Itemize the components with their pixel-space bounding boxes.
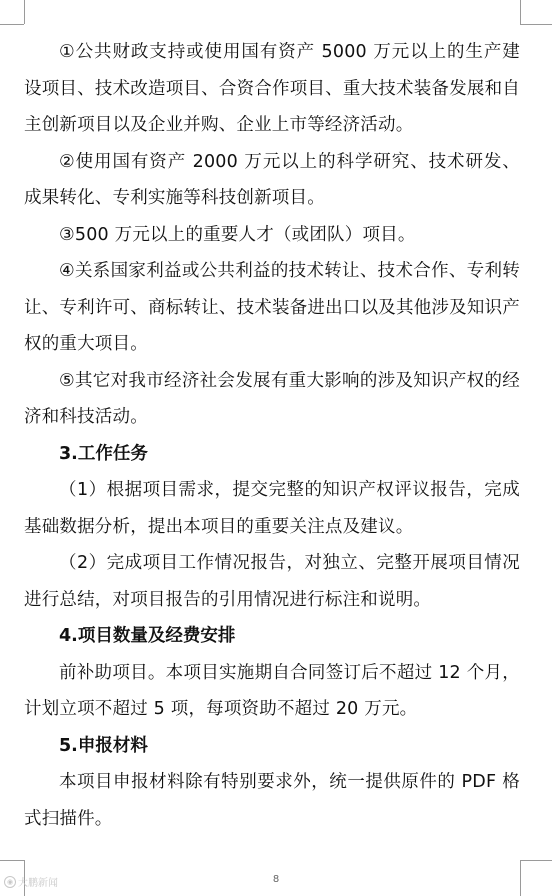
section-heading-quantity-funding: 4.项目数量及经费安排 [59, 626, 236, 646]
crop-mark-bottom-right [520, 860, 552, 861]
watermark-text: 大鹏新闻 [18, 878, 58, 889]
paragraph-materials: 本项目申报材料除有特别要求外，统一提供原件的 PDF 格式扫描件。 [24, 772, 520, 829]
crop-mark-top-right [520, 0, 521, 24]
crop-mark-top-left [24, 0, 25, 24]
document-body [24, 34, 520, 837]
paragraph-funding: 前补助项目。本项目实施期自合同签订后不超过 12 个月，计划立项不超过 5 项，每项资助不超过 20 万元。 [24, 662, 520, 719]
paragraph-item-1: ①公共财政支持或使用国有资产 5000 万元以上的生产建设项目、技术改造项目、合资合作项目、重大技术装备发展和自主创新项目以及企业并购、企业上市等经济活动。 [24, 42, 520, 135]
crop-mark-bottom-left [0, 860, 24, 861]
paragraph-item-4: ④关系国家利益或公共利益的技术转让、技术合作、专利转让、专利许可、商标转让、技术装备进出口以及其他涉及知识产权的重大项目。 [24, 261, 520, 354]
paragraph-item-5: ⑤其它对我市经济社会发展有重大影响的涉及知识产权的经济和科技活动。 [24, 370, 520, 427]
page-number: 8 [272, 874, 280, 885]
paragraph-task-1: （1）根据项目需求，提交完整的知识产权评议报告，完成基础数据分析，提出本项目的重要关注点及建议。 [24, 480, 520, 537]
paragraph-item-2: ②使用国有资产 2000 万元以上的科学研究、技术研发、成果转化、专利实施等科技创新项目。 [24, 151, 520, 208]
weibo-icon: ◉ [4, 876, 16, 888]
crop-mark-top-right [520, 24, 552, 25]
section-heading-work-tasks: 3.工作任务 [59, 443, 148, 464]
crop-mark-top-left [0, 24, 24, 25]
paragraph-item-3: ③500 万元以上的重要人才（或团队）项目。 [59, 224, 416, 245]
section-heading-materials: 5.申报材料 [59, 735, 148, 756]
paragraph-task-2: （2）完成项目工作情况报告，对独立、完整开展项目情况进行总结，对项目报告的引用情况进行标注和说明。 [24, 553, 520, 610]
